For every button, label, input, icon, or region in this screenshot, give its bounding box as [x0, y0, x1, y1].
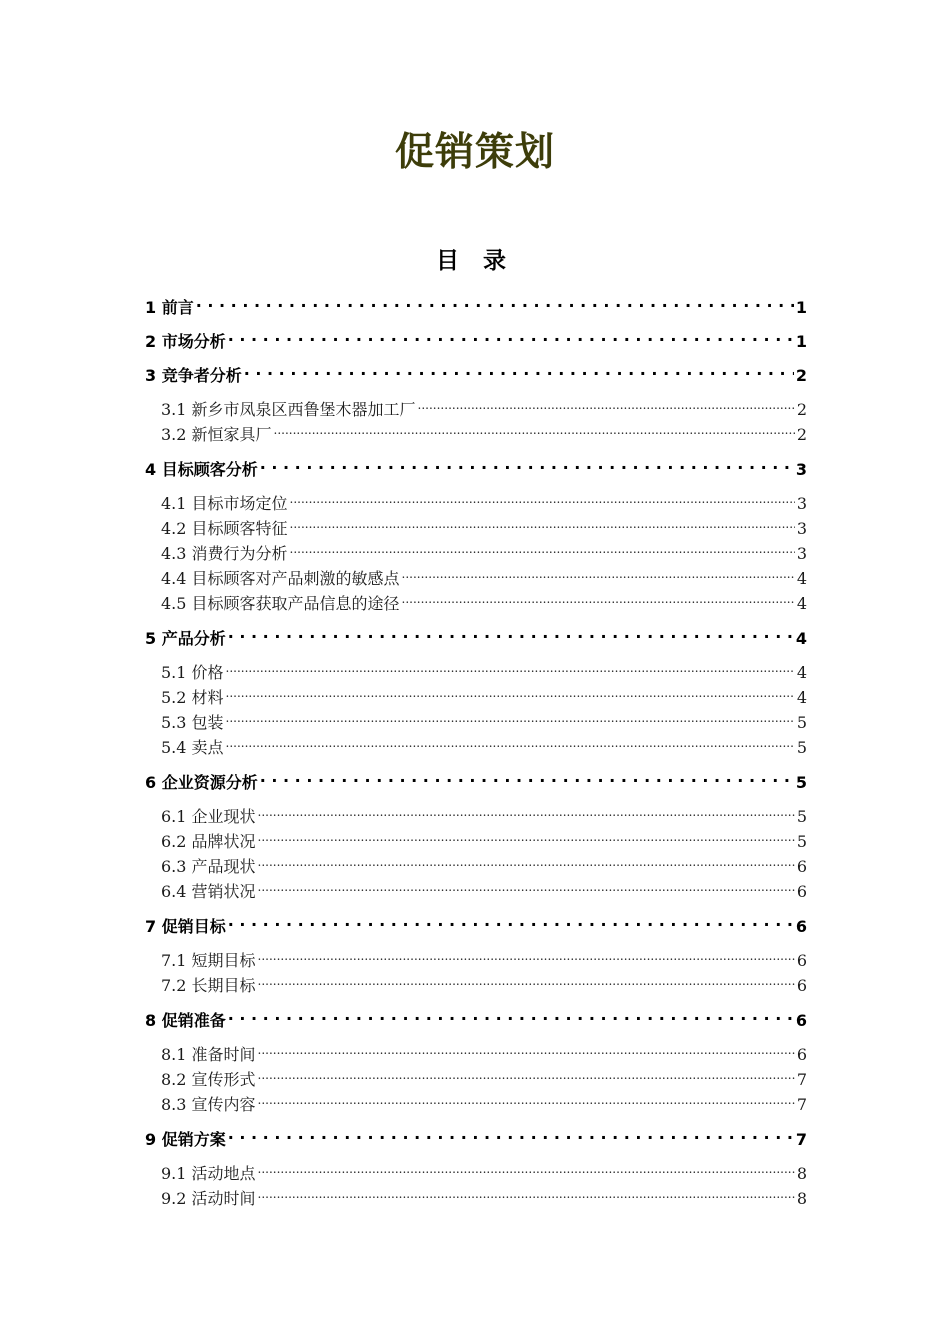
toc-entry-label: 2 市场分析 [145, 332, 226, 351]
toc-entry-label: 4 目标顾客分析 [145, 460, 258, 479]
toc-section-entry[interactable] [161, 1187, 807, 1211]
toc-section-entry[interactable] [161, 805, 807, 829]
toc-entry-label: 9 促销方案 [145, 1130, 226, 1149]
toc-dot-leader [260, 772, 794, 788]
toc-entry-label: 6.2 品牌状况 [161, 832, 256, 851]
toc-dot-leader [258, 1163, 795, 1179]
toc-page-number: 6 [795, 917, 807, 936]
toc-chapter-entry[interactable] [145, 914, 807, 940]
toc-section-entry[interactable] [161, 949, 807, 973]
toc-page-number: 5 [796, 832, 807, 851]
toc-section-entry[interactable] [161, 398, 807, 422]
toc-dot-leader [258, 831, 795, 847]
toc-dot-leader [228, 1129, 794, 1145]
toc-page-number: 5 [795, 773, 807, 792]
toc-heading: 目 录 [435, 248, 514, 274]
toc-entry-label: 5.3 包装 [161, 713, 224, 732]
toc-chapter-entry[interactable] [145, 457, 807, 483]
toc-section-entry[interactable] [161, 736, 807, 760]
toc-page-number: 6 [796, 976, 807, 995]
toc-page-number: 4 [796, 688, 807, 707]
toc-page-number: 4 [796, 569, 807, 588]
toc-dot-leader [196, 297, 794, 313]
toc-page-number: 1 [795, 298, 807, 317]
toc-page-number: 7 [796, 1095, 807, 1114]
toc-section-entry[interactable] [161, 1093, 807, 1117]
toc-entry-label: 4.3 消费行为分析 [161, 544, 288, 563]
toc-entry-label: 5.4 卖点 [161, 738, 224, 757]
toc-dot-leader [258, 806, 795, 822]
toc-section-entry[interactable] [161, 974, 807, 998]
toc-dot-leader [290, 543, 795, 559]
toc-section-entry[interactable] [161, 592, 807, 616]
toc-dot-leader [258, 856, 795, 872]
toc-dot-leader [226, 662, 795, 678]
toc-dot-leader [226, 712, 795, 728]
toc-section-entry[interactable] [161, 567, 807, 591]
toc-entry-label: 3 竞争者分析 [145, 366, 242, 385]
toc-section-entry[interactable] [161, 492, 807, 516]
toc-dot-leader [258, 1094, 795, 1110]
toc-entry-label: 8.2 宣传形式 [161, 1070, 256, 1089]
toc-page-number: 6 [796, 951, 807, 970]
toc-page-number: 8 [796, 1189, 807, 1208]
toc-dot-leader [258, 950, 795, 966]
toc-dot-leader [258, 1069, 795, 1085]
toc-entry-label: 5.1 价格 [161, 663, 224, 682]
toc-page-number: 6 [796, 857, 807, 876]
toc-page-number: 8 [796, 1164, 807, 1183]
toc-entry-label: 6.4 营销状况 [161, 882, 256, 901]
toc-page-number: 3 [795, 460, 807, 479]
toc-entry-label: 7 促销目标 [145, 917, 226, 936]
toc-entry-label: 8.1 准备时间 [161, 1045, 256, 1064]
toc-entry-label: 4.4 目标顾客对产品刺激的敏感点 [161, 569, 400, 588]
toc-dot-leader [228, 331, 794, 347]
toc-entry-label: 5 产品分析 [145, 629, 226, 648]
toc-dot-leader [418, 399, 795, 415]
toc-page-number: 1 [795, 332, 807, 351]
toc-page-number: 4 [796, 594, 807, 613]
toc-section-entry[interactable] [161, 542, 807, 566]
toc-dot-leader [258, 881, 795, 897]
toc-chapter-entry[interactable] [145, 1127, 807, 1153]
toc-dot-leader [226, 687, 795, 703]
toc-dot-leader [402, 593, 795, 609]
toc-entry-label: 5.2 材料 [161, 688, 224, 707]
toc-section-entry[interactable] [161, 517, 807, 541]
toc-section-entry[interactable] [161, 1162, 807, 1186]
toc-page-number: 2 [795, 366, 807, 385]
document-title: 促销策划 [394, 129, 555, 175]
toc-dot-leader [258, 1044, 795, 1060]
toc-dot-leader [290, 518, 795, 534]
toc-page-number: 5 [796, 738, 807, 757]
toc-page-number: 6 [796, 1045, 807, 1064]
toc-page-number: 5 [796, 807, 807, 826]
toc-dot-leader [290, 493, 795, 509]
toc-entry-label: 7.2 长期目标 [161, 976, 256, 995]
toc-dot-leader [244, 365, 794, 381]
toc-dot-leader [260, 459, 794, 475]
toc-dot-leader [228, 916, 794, 932]
toc-page-number: 4 [795, 629, 807, 648]
toc-page-number: 4 [796, 663, 807, 682]
toc-entry-label: 4.1 目标市场定位 [161, 494, 288, 513]
toc-section-entry[interactable] [161, 1043, 807, 1067]
toc-page-number: 3 [796, 494, 807, 513]
toc-entry-label: 6 企业资源分析 [145, 773, 258, 792]
toc-entry-label: 9.1 活动地点 [161, 1164, 256, 1183]
toc-page-number: 5 [796, 713, 807, 732]
toc-chapter-entry[interactable] [145, 295, 807, 321]
toc-chapter-entry[interactable] [145, 1008, 807, 1034]
toc-entry-label: 8 促销准备 [145, 1011, 226, 1030]
toc-entry-label: 6.1 企业现状 [161, 807, 256, 826]
toc-dot-leader [228, 1010, 794, 1026]
toc-dot-leader [402, 568, 795, 584]
toc-section-entry[interactable] [161, 423, 807, 447]
toc-page-number: 7 [796, 1070, 807, 1089]
toc-dot-leader [274, 424, 795, 440]
toc-page-number: 2 [796, 425, 807, 444]
toc-chapter-entry[interactable] [145, 626, 807, 652]
toc-page-number: 6 [795, 1011, 807, 1030]
toc-page-number: 6 [796, 882, 807, 901]
toc-section-entry[interactable] [161, 661, 807, 685]
toc-dot-leader [258, 975, 795, 991]
toc-section-entry[interactable] [161, 711, 807, 735]
toc-page-number: 3 [796, 519, 807, 538]
toc-entry-label: 1 前言 [145, 298, 194, 317]
toc-entry-label: 6.3 产品现状 [161, 857, 256, 876]
toc-entry-label: 3.2 新恒家具厂 [161, 425, 272, 444]
toc-chapter-entry[interactable] [145, 363, 807, 389]
toc-chapter-entry[interactable] [145, 329, 807, 355]
toc-dot-leader [226, 737, 795, 753]
toc-page-number: 3 [796, 544, 807, 563]
toc-page-number: 2 [796, 400, 807, 419]
toc-section-entry[interactable] [161, 880, 807, 904]
toc-dot-leader [228, 628, 794, 644]
toc-section-entry[interactable] [161, 1068, 807, 1092]
toc-entry-label: 4.2 目标顾客特征 [161, 519, 288, 538]
toc-page-number: 7 [795, 1130, 807, 1149]
toc-chapter-entry[interactable] [145, 770, 807, 796]
toc-entry-label: 4.5 目标顾客获取产品信息的途径 [161, 594, 400, 613]
toc-entry-label: 7.1 短期目标 [161, 951, 256, 970]
toc-entry-label: 9.2 活动时间 [161, 1189, 256, 1208]
toc-section-entry[interactable] [161, 686, 807, 710]
toc-section-entry[interactable] [161, 830, 807, 854]
toc-entry-label: 3.1 新乡市凤泉区西鲁堡木器加工厂 [161, 400, 416, 419]
toc-entry-label: 8.3 宣传内容 [161, 1095, 256, 1114]
toc-section-entry[interactable] [161, 855, 807, 879]
toc-dot-leader [258, 1188, 795, 1204]
